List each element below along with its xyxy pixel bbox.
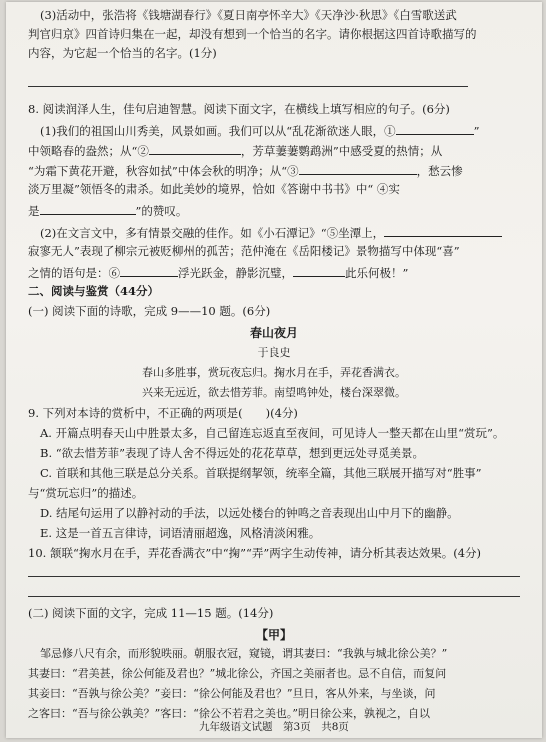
q7-line-3: 内容，为它起一个恰当的名字。(1分) [28, 46, 217, 60]
q8-line-3 [28, 142, 442, 159]
subsection-2-title: (二) 阅读下面的文字，完成 11—15 题。(14分) [28, 606, 274, 620]
subsection-1-title: (一) 阅读下面的诗歌，完成 9——10 题。(6分) [28, 304, 271, 318]
poem-line-2: 兴来无远近，欲去惜芳菲。南望鸣钟处，楼台深翠微。 [142, 386, 406, 399]
exam-page [6, 2, 542, 738]
q8-line-5: 淡万里凝”领悟冬的肃杀。如此美妙的境界，恰如《答谢中书书》中“ ④实 [28, 182, 400, 196]
q8-text: ，愁云惨 [416, 164, 463, 178]
q10-answer-line-1[interactable] [28, 576, 520, 577]
q9-option-e: E. 这是一首五言律诗，词语清丽超逸，风格清淡闲雅。 [40, 526, 321, 540]
q8-text: 中领略春的盎然；从“② [28, 144, 149, 158]
q8-blank-1[interactable] [396, 122, 474, 135]
passage-line-4: 之客曰：“吾与徐公孰美？”客曰：“徐公不若君之美也。”明日徐公来，孰视之，自以 [28, 707, 430, 720]
q9-option-b: B. “欲去惜芳菲”表现了诗人舍不得远处的花花草草，想到更远处寻觅美景。 [40, 446, 425, 460]
q8-line-7 [40, 224, 502, 241]
q8-line-8: 寂寥无人”表现了柳宗元被贬柳州的孤苦；范仲淹在《岳阳楼记》景物描写中体现“喜” [28, 244, 460, 258]
q9-stem: 9. 下列对本诗的赏析中，不正确的两项是( )(4分) [28, 406, 298, 420]
q8-blank-6a[interactable] [120, 264, 178, 277]
q9-option-c-1: C. 首联和其他三联是总分关系。首联提纲挈领，统率全篇，其他三联展开描写对“胜事” [40, 466, 482, 480]
q8-text: “为霜下黄花开避，秋容如拭”中体会秋的明净；从“③ [28, 164, 299, 178]
q8-blank-2[interactable] [149, 142, 241, 155]
q10-answer-line-2[interactable] [28, 596, 520, 597]
q9-option-c-2: 与“赏玩忘归”的描述。 [28, 486, 144, 500]
q8-blank-6b[interactable] [293, 264, 345, 277]
q8-line-9 [28, 264, 408, 281]
q7-line-1: (3)活动中，张浩将《钱塘湖春行》《夏日南亭怀辛大》《天净沙·秋思》《白雪歌送武 [40, 8, 457, 22]
q8-text: (2)在文言文中，多有情景交融的佳作。如《小石潭记》“⑤坐潭上， [40, 226, 385, 240]
passage-line-1: 邹忌修八尺有余，而形貌昳丽。朝服衣冠，窥镜，谓其妻曰：“我孰与城北徐公美？” [40, 647, 448, 660]
q8-blank-4[interactable] [40, 202, 136, 215]
q10-stem: 10. 颔联“掬水月在手，弄花香满衣”中“掬”“弄”两字生动传神，请分析其表达效果。(4分) [28, 546, 482, 560]
q8-text: ，芳草萋萋鹦鹉洲”中感受夏的热情；从 [240, 144, 443, 158]
poem-title: 春山夜月 [249, 326, 298, 340]
q8-blank-3[interactable] [299, 162, 417, 175]
passage-jia-label: 【甲】 [255, 628, 292, 642]
q8-line-4 [28, 162, 463, 179]
passage-line-2: 其妻曰：“君美甚，徐公何能及君也？”城北徐公，齐国之美丽者也。忌不自信，而复问 [28, 667, 447, 680]
poem-author: 于良史 [257, 346, 291, 359]
q8-text: 是 [28, 204, 40, 218]
q8-blank-5[interactable] [384, 224, 502, 237]
q8-text: ” [473, 124, 480, 138]
q8-text: 之情的语句是：⑥ [28, 266, 120, 280]
q8-text: ”的赞叹。 [135, 204, 188, 218]
q8-line-6 [28, 202, 187, 219]
page-footer: 九年级语文试题 第3页 共8页 [199, 721, 349, 733]
q8-text: (1)我们的祖国山川秀美，风景如画。我们可以从“乱花渐欲迷人眼，① [40, 124, 396, 138]
q8-text: 此乐何极！” [345, 266, 409, 280]
q8-stem: 8. 阅读润泽人生，佳句启迪智慧。阅读下面文字，在横线上填写相应的句子。(6分) [28, 102, 450, 116]
passage-line-3: 其妾曰：“吾孰与徐公美？”妾曰：“徐公何能及君也？”旦日，客从外来，与坐谈，问 [28, 687, 436, 700]
q9-option-d: D. 结尾句运用了以静衬动的手法，以远处楼台的钟鸣之音表现出山中月下的幽静。 [40, 506, 459, 520]
q9-option-a: A. 开篇点明春天山中胜景太多，自己留连忘返直至夜间，可见诗人一整天都在山里“赏玩”。 [40, 426, 505, 440]
q8-line-2 [40, 122, 480, 139]
section-2-title: 二、阅读与鉴赏（44分） [28, 284, 160, 298]
q7-answer-line[interactable] [28, 86, 468, 87]
q8-text: 浮光跃金，静影沉璧， [178, 266, 293, 280]
q7-line-2: 判官归京》四首诗归集在一起，却没有想到一个恰当的名字。请你根据这四首诗歌描写的 [28, 27, 477, 41]
poem-line-1: 春山多胜事，赏玩夜忘归。掬水月在手，弄花香满衣。 [142, 366, 406, 379]
